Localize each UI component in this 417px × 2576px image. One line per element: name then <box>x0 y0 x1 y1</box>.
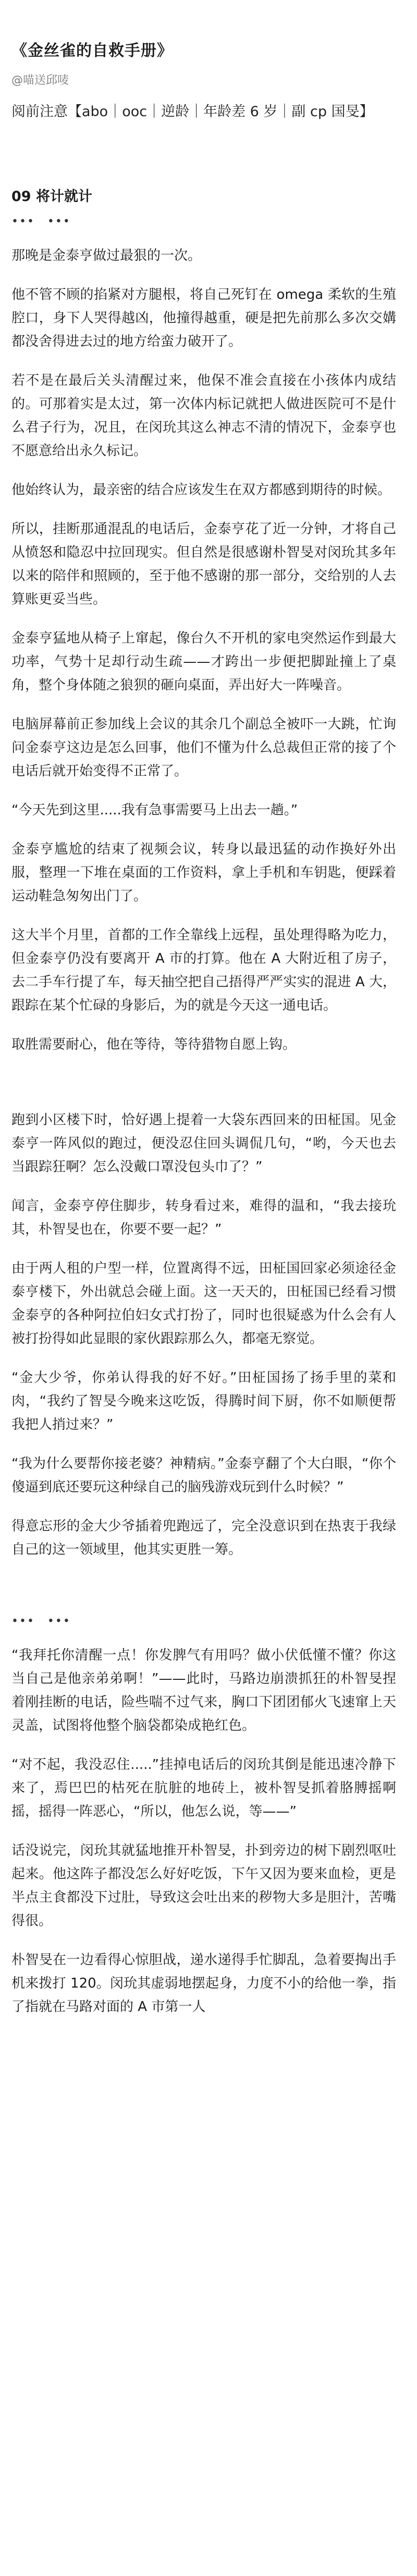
section-spacer <box>11 1072 396 1109</box>
paragraph: 若不是在最后关头清醒过来，他保不准会直接在小孩体内成结的。可那着实是太过，第一次体内标记就把人做进医院可不是什么君子行为，况且，在闵玧其这么神志不清的情况下，金泰亨也不愿意给出永久标记。 <box>11 373 396 459</box>
paragraph: 跑到小区楼下时，恰好遇上提着一大袋东西回来的田柾国。见金泰亨一阵风似的跑过，便没忍住回头调侃几句，“哟，今天也去当跟踪狂啊？怎么没戴口罩没包头巾了？” <box>11 1112 396 1175</box>
spacer <box>11 122 396 187</box>
paragraph: 这大半个月里，首都的工作全靠线上远程，虽处理得略为吃力，但金泰亨仍没有要离开 A 市的打算。他在 A 大附近租了房子，去二手车行提了车，每天抽空把自己捂得严严实实的混进 A 大，跟踪在某个忙碌的身影后，为的就是今天这一通电话。 <box>11 927 396 1013</box>
section-spacer <box>11 1577 396 1614</box>
paragraph: 所以，挂断那通混乱的电话后，金泰亨花了近一分钟，才将自己从愤怒和隐忍中拉回现实。但自然是很感谢朴智旻对闵玧其多年以来的陪伴和照顾的，至于他不感谢的那一部分，交给别的人去算账更妥当些。 <box>11 521 396 607</box>
reading-notice: 阅前注意【abo｜ooc｜逆龄｜年龄差 6 岁｜副 cp 国旻】 <box>11 104 374 120</box>
section-divider: ••• ••• <box>11 1615 71 1628</box>
paragraph: 电脑屏幕前正参加线上会议的其余几个副总全被吓一大跳，忙询问金泰亨这边是怎么回事，他们不懂为什么总裁但正常的接了个电话后就开始变得不正常了。 <box>11 717 396 779</box>
paragraph: “金大少爷，你弟认得我的好不好。”田柾国扬了扬手里的菜和肉，“我约了智旻今晚来这吃饭，得腾时间下厨，你不如顺便帮我把人捎过来？” <box>11 1370 396 1432</box>
story-title: 《金丝雀的自救手册》 <box>11 42 173 60</box>
paragraph: 他不管不顾的掐紧对方腿根，将自己死钉在 omega 柔软的生殖腔口，身下人哭得越凶，他撞得越重，硬是把先前那么多次交媾都没舍得进去过的地方给蛮力破开了。 <box>11 287 396 349</box>
paragraph: 金泰亨尴尬的结束了视频会议，转身以最迅猛的动作换好外出服，整理一下堆在桌面的工作资料，拿上手机和车钥匙，便踩着运动鞋急匆匆出门了。 <box>11 841 396 904</box>
paragraph: “我为什么要帮你接老婆？神精病。”金泰亨翻了个大白眼，“你个傻逼到底还要玩这种绿自己的脑残游戏玩到什么时候？” <box>11 1456 396 1495</box>
paragraph: 金泰亨猛地从椅子上窜起，像台久不开机的家电突然运作到最大功率，气势十足却行动生疏——才跨出一步便把脚趾撞上了桌角，整个身体随之狼狈的砸向桌面，弄出好大一阵噪音。 <box>11 631 396 693</box>
paragraph: “对不起，我没忍住.....”挂掉电话后的闵玧其倒是能迅速冷静下来了，焉巴巴的枯死在肮脏的地砖上，被朴智旻抓着胳膊摇啊摇，摇得一阵恶心，“所以，他怎么说，等——” <box>11 1757 396 1819</box>
author-handle[interactable]: @喵送邱唛 <box>11 74 69 87</box>
paragraph: 取胜需要耐心，他在等待，等待猎物自愿上钩。 <box>11 1037 297 1052</box>
paragraph: “今天先到这里.....我有急事需要马上出去一趟。” <box>11 802 298 818</box>
paragraph: 那晚是金泰亨做过最狠的一次。 <box>11 248 202 263</box>
chapter-divider: ••• ••• <box>11 215 71 228</box>
paragraph: 由于两人租的户型一样，位置离得不远，田柾国回家必须途径金泰亨楼下，外出就总会碰上面。这一天天的，田柾国已经看习惯金泰亨的各种阿拉伯妇女式打扮了，同时也很疑惑为什么会有人被打扮得如此显眼的家伙跟踪那么久，都毫无察觉。 <box>11 1261 396 1347</box>
paragraph: “我拜托你清醒一点！你发脾气有用吗？做小伏低懂不懂？你这当自己是他亲弟弟啊！”——此时，马路边崩溃抓狂的朴智旻捏着刚挂断的电话，险些喘不过气来，胸口下团团郁火飞速窜上天灵盖，试图将他整个脑袋都染成艳红色。 <box>11 1648 396 1733</box>
chapter-heading: 09 将计就计 <box>11 189 92 205</box>
paragraph: 闻言，金泰亨停住脚步，转身看过来，难得的温和，“我去接玧其，朴智旻也在，你要不要一起？” <box>11 1198 396 1237</box>
paragraph: 他始终认为，最亲密的结合应该发生在双方都感到期待的时候。 <box>11 482 391 498</box>
paragraph: 朴智旻在一边看得心惊胆战，递水递得手忙脚乱，急着要掏出手机来拨打 120。闵玧其虚弱地摆起身，力度不小的给他一拳，指了指就在马路对面的 A 市第一人 <box>11 1952 396 2015</box>
paragraph: 话没说完，闵玧其就猛地推开朴智旻，扑到旁边的树下剧烈呕吐起来。他这阵子都没怎么好好吃饭，下午又因为要来血检，更是半点主食都没下过肚，导致这会吐出来的秽物大多是胆汁，苦嘴得很。 <box>11 1843 396 1929</box>
paragraph: 得意忘形的金大少爷插着兜跑远了，完全没意识到在热衷于我绿自己的这一领域里，他其实更胜一筹。 <box>11 1518 396 1557</box>
